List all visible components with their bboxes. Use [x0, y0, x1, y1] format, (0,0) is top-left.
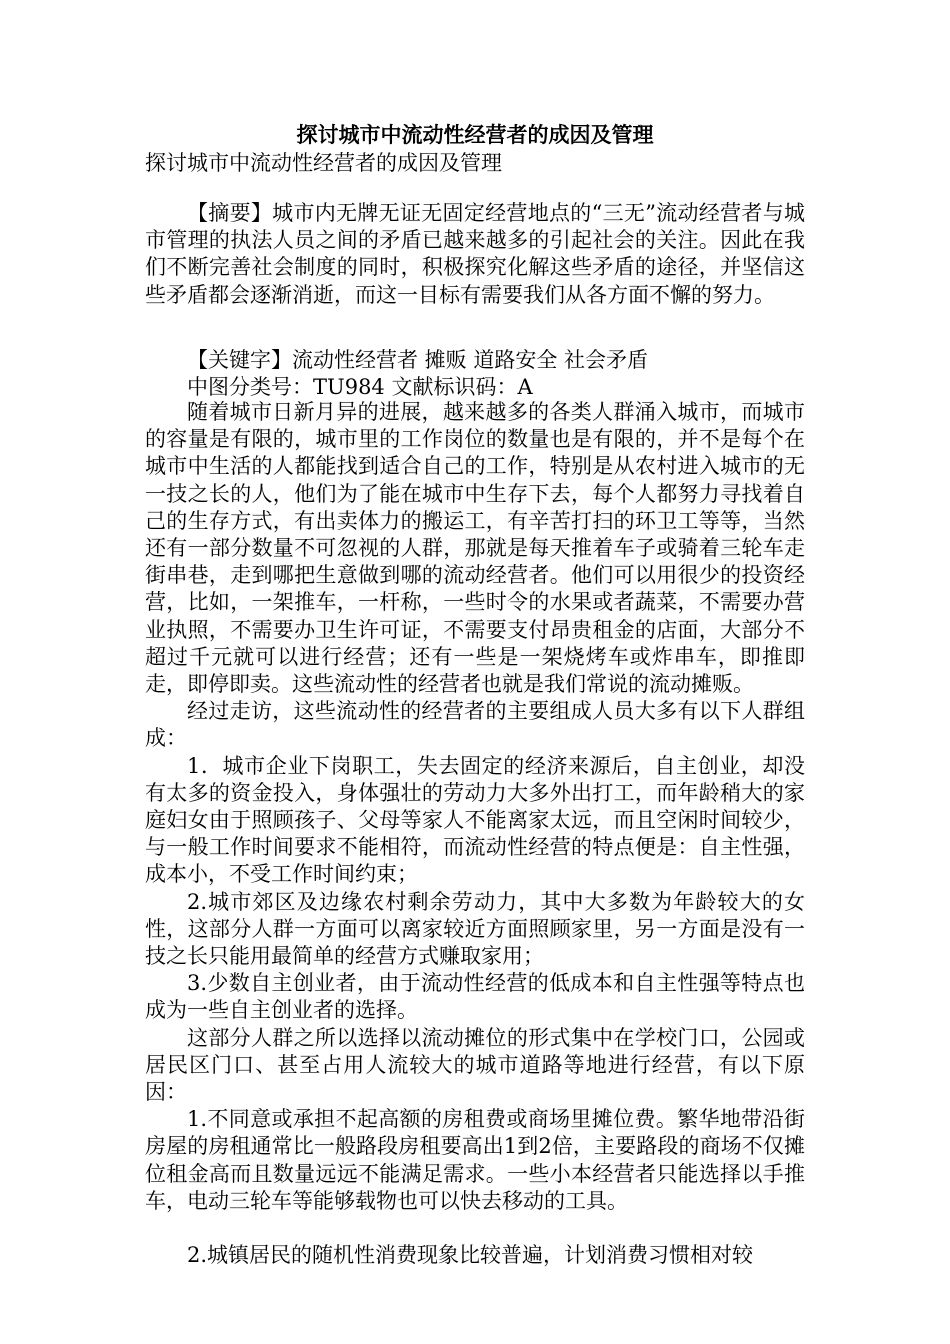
list-item: 2.城镇居民的随机性消费现象比较普遍，计划消费习惯相对较: [187, 1243, 754, 1268]
list-item: 3.少数自主创业者，由于流动性经营的低成本和自主性强等特点也成为一些自主创业者的选择。: [145, 971, 805, 1023]
document-title: 探讨城市中流动性经营者的成因及管理: [296, 122, 654, 147]
document-subtitle: 探讨城市中流动性经营者的成因及管理: [145, 151, 502, 175]
classification-line: 中图分类号：TU984 文献标识码：A: [187, 375, 533, 400]
abstract-paragraph: 【摘要】城市内无牌无证无固定经营地点的“三无”流动经营者与城市管理的执法人员之间的矛盾已越来越多的引起社会的关注。因此在我们不断完善社会制度的同时，积极探究化解这些矛盾的途径，并坚信这些矛盾都会逐渐消逝，而这一目标有需要我们从各方面不懈的努力。: [145, 201, 805, 307]
keywords-line: 【关键字】流动性经营者 摊贩 道路安全 社会矛盾: [187, 348, 649, 372]
main-body: [145, 399, 805, 1269]
body-paragraph: 经过走访，这些流动性的经营者的主要组成人员大多有以下人群组成：: [145, 699, 805, 751]
keywords-section: [145, 347, 805, 401]
body-paragraph: 这部分人群之所以选择以流动摊位的形式集中在学校门口，公园或居民区门口、甚至占用人流较大的城市道路等地进行经营，有以下原因：: [145, 1025, 805, 1105]
abstract-section: [145, 200, 805, 309]
body-paragraph: 随着城市日新月异的进展，越来越多的各类人群涌入城市，而城市的容量是有限的，城市里的工作岗位的数量也是有限的，并不是每个在城市中生活的人都能找到适合自己的工作，特别是从农村进入城市的无一技之长的人，他们为了能在城市中生存下去，每个人都努力寻找着自己的生存方式，有出卖体力的搬运工，有辛苦打扫的环卫工等等，当然还有一部分数量不可忽视的人群，那就是每天推着车子或骑着三轮车走街串巷，走到哪把生意做到哪的流动经营者。他们可以用很少的投资经营，比如，一架推车，一杆称，一些时令的水果或者蔬菜，不需要办营业执照，不需要办卫生许可证，不需要支付昂贵租金的店面，大部分不超过千元就可以进行经营；还有一些是一架烧烤车或炸串车，即推即走，即停即卖。这些流动性的经营者也就是我们常说的流动摊贩。: [145, 400, 805, 697]
list-item: 1.不同意或承担不起高额的房租费或商场里摊位费。繁华地带沿街房屋的房租通常比一般路段房租要高出1到2倍，主要路段的商场不仅摊位租金高而且数量远远不能满足需求。一些小本经营者只能选择以手推车，电动三轮车等能够载物也可以快去移动的工具。: [145, 1107, 805, 1213]
list-item: 2.城市郊区及边缘农村剩余劳动力，其中大多数为年龄较大的女性，这部分人群一方面可以离家较近方面照顾家里，另一方面是没有一技之长只能用最简单的经营方式赚取家用；: [145, 889, 805, 969]
list-item: 1．城市企业下岗职工，失去固定的经济来源后，自主创业，却没有太多的资金投入，身体强壮的劳动力大多外出打工，而年龄稍大的家庭妇女由于照顾孩子、父母等家人不能离家太远，而且空闲时间较少，与一般工作时间要求不能相符，而流动性经营的特点便是：自主性强，成本小，不受工作时间约束；: [145, 753, 805, 887]
